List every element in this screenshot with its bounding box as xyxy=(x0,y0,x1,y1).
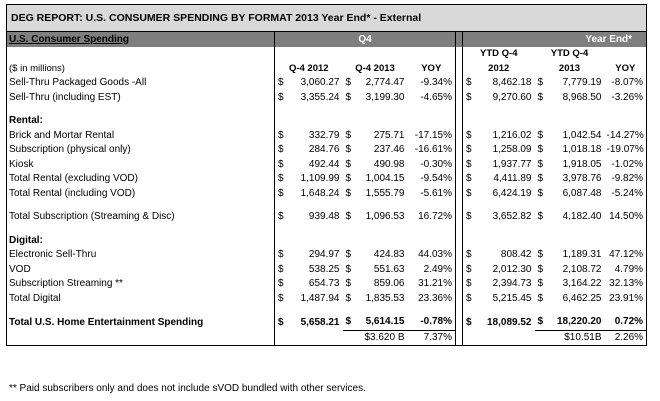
currency-symbol: $ xyxy=(345,211,352,223)
yoy-value: 23.36% xyxy=(408,292,456,307)
yoy-value: -9.34% xyxy=(408,76,456,91)
q4-2012-value xyxy=(275,158,343,173)
cell-value: 1,835.53 xyxy=(365,292,405,304)
yoy-value: 44.03% xyxy=(408,248,456,263)
cell-value: 1,096.53 xyxy=(365,211,405,223)
yoy-ytd-value: 23.91% xyxy=(605,292,647,307)
spacer-row xyxy=(7,105,647,114)
currency-symbol: $ xyxy=(466,278,472,290)
q4-2013-value xyxy=(343,248,408,263)
col-q4-2012: Q-4 2012 xyxy=(275,62,343,77)
cell-value: 1,937.77 xyxy=(492,158,532,170)
currency-symbol: $ xyxy=(537,249,544,261)
q4-2012-value xyxy=(275,187,343,202)
cell-value: 2,012.30 xyxy=(492,263,532,275)
currency-symbol: $ xyxy=(278,292,284,304)
cell-value: 6,087.48 xyxy=(562,187,602,199)
q4-2012-value xyxy=(275,315,343,330)
cell-value: 2,394.73 xyxy=(492,278,532,290)
currency-symbol: $ xyxy=(466,263,472,275)
currency-symbol: $ xyxy=(345,158,352,170)
currency-symbol: $ xyxy=(278,91,284,103)
q4-2012-value xyxy=(275,210,343,225)
section-header-row xyxy=(7,114,647,129)
table-row xyxy=(7,158,647,173)
cell-value: 7,779.19 xyxy=(562,77,602,89)
currency-symbol: $ xyxy=(466,129,472,141)
ytd-2013-value xyxy=(535,210,605,225)
cell-value: 4,411.89 xyxy=(493,173,532,185)
cell-value: 654.73 xyxy=(308,278,340,290)
ytd-2013-value xyxy=(535,292,605,307)
cell-value: 538.25 xyxy=(308,263,340,275)
row-label: Total Subscription (Streaming & Disc) xyxy=(9,211,175,223)
yoy-value: -17.15% xyxy=(408,129,456,144)
table-row xyxy=(7,277,647,292)
row-label: Electronic Sell-Thru xyxy=(9,249,97,261)
cell-value: 1,189.31 xyxy=(562,249,602,261)
row-label: Total Rental (including VOD) xyxy=(9,187,136,199)
ytd-2012-value xyxy=(463,76,535,91)
q4-2012-value xyxy=(275,248,343,263)
cell-value: 1,918.05 xyxy=(562,158,602,170)
q4-2013-value xyxy=(343,76,408,91)
currency-symbol: $ xyxy=(345,263,352,275)
row-label: Total Rental (excluding VOD) xyxy=(9,173,138,185)
currency-symbol: $ xyxy=(278,211,284,223)
currency-symbol: $ xyxy=(345,129,352,141)
cell-value: 284.76 xyxy=(308,144,340,156)
cell-value: 1,648.24 xyxy=(300,187,340,199)
currency-symbol: $ xyxy=(278,249,284,261)
yoy-value: -9.54% xyxy=(408,172,456,187)
currency-symbol: $ xyxy=(537,158,544,170)
row-label: Sell-Thru Packaged Goods -All xyxy=(9,77,147,89)
cell-value: 424.83 xyxy=(373,249,405,261)
q4-2012-value xyxy=(275,172,343,187)
cell-value: 6,424.19 xyxy=(492,187,532,199)
row-label: Sell-Thru (including EST) xyxy=(9,91,121,103)
currency-symbol: $ xyxy=(466,144,472,156)
ytd-2012-value xyxy=(463,292,535,307)
ytd-2012-value xyxy=(463,248,535,263)
ytd-2013-value xyxy=(535,187,605,202)
yoy-value: -5.61% xyxy=(408,187,456,202)
cell-value: 2,108.72 xyxy=(562,263,602,275)
col-ytd-2012-top: YTD Q-4 xyxy=(463,47,535,62)
cell-value: 332.79 xyxy=(308,129,340,141)
currency-symbol: $ xyxy=(537,144,544,156)
cell-value: 1,487.94 xyxy=(300,292,340,304)
currency-symbol: $ xyxy=(345,77,352,89)
yoy-ytd-value: -19.07% xyxy=(605,143,647,158)
cell-value: 5,614.15 xyxy=(365,316,405,328)
ytd-2012-value xyxy=(463,277,535,292)
cell-value: 3,164.22 xyxy=(562,278,602,290)
spacer-row xyxy=(7,201,647,210)
cell-value: 551.63 xyxy=(373,263,405,275)
ytd-2013-value xyxy=(535,143,605,158)
cell-value: 18,089.52 xyxy=(487,316,532,328)
yoy-ytd-value: -8.07% xyxy=(605,76,647,91)
row-label: Brick and Mortar Rental xyxy=(9,129,115,141)
cell-value: 8,462.18 xyxy=(492,77,532,89)
cell-value: 1,216.02 xyxy=(492,129,532,141)
currency-symbol: $ xyxy=(278,77,284,89)
section-label: U.S. Consumer Spending xyxy=(7,32,275,48)
yoy-ytd-value: 0.72% xyxy=(605,315,647,330)
column-divider xyxy=(456,32,463,48)
table-row xyxy=(7,292,647,307)
q4-2012-value xyxy=(275,143,343,158)
row-label: Rental: xyxy=(9,115,43,127)
cell-value: 1,555.79 xyxy=(365,187,405,199)
cell-value: 1,258.09 xyxy=(492,144,532,156)
yoy-ytd-value: 4.79% xyxy=(605,263,647,278)
currency-symbol: $ xyxy=(278,173,284,185)
q4-2012-value xyxy=(275,263,343,278)
currency-symbol: $ xyxy=(466,249,472,261)
yoy-ytd-value: 32.13% xyxy=(605,277,647,292)
q4-2013-value xyxy=(343,91,408,106)
currency-symbol: $ xyxy=(537,211,544,223)
currency-symbol: $ xyxy=(466,316,472,328)
ytd-2013-value xyxy=(535,263,605,278)
yoy-ytd-value: -14.27% xyxy=(605,129,647,144)
ytd-2013-value xyxy=(535,158,605,173)
q4-2013-value xyxy=(343,315,408,330)
currency-symbol: $ xyxy=(278,158,284,170)
col-yoy-ytd: YOY xyxy=(605,62,647,77)
table-row xyxy=(7,248,647,263)
currency-symbol: $ xyxy=(345,292,352,304)
currency-symbol: $ xyxy=(466,77,472,89)
col-ytd-2012-year: 2012 xyxy=(463,62,535,77)
cell-value: 1,042.54 xyxy=(562,129,602,141)
totals-billions-row xyxy=(7,330,647,346)
yoy-ytd-value: -3.26% xyxy=(605,91,647,106)
yoy-value: 16.72% xyxy=(408,210,456,225)
currency-symbol: $ xyxy=(345,187,352,199)
cell-value: 939.48 xyxy=(308,211,340,223)
currency-symbol: $ xyxy=(537,316,544,328)
q4-2013-value xyxy=(343,129,408,144)
cell-value: 6,462.25 xyxy=(562,292,602,304)
q4-2013-value xyxy=(343,263,408,278)
table-row xyxy=(7,263,647,278)
footnote: ** Paid subscribers only and does not include sVOD bundled with other services. xyxy=(9,383,366,394)
cell-value: 18,220.20 xyxy=(557,316,602,328)
currency-symbol: $ xyxy=(466,187,472,199)
currency-symbol: $ xyxy=(345,316,352,328)
col-ytd-2013-year: 2013 xyxy=(558,62,581,74)
currency-symbol: $ xyxy=(345,278,352,290)
yoy-value: -16.61% xyxy=(408,143,456,158)
q4-2012-value xyxy=(275,277,343,292)
q4-2012-value xyxy=(275,129,343,144)
row-label: VOD xyxy=(9,263,31,275)
ytd-2012-value xyxy=(463,158,535,173)
cell-value: 859.06 xyxy=(373,278,405,290)
currency-symbol: $ xyxy=(537,91,544,103)
currency-symbol: $ xyxy=(278,129,284,141)
currency-symbol: $ xyxy=(278,316,284,328)
q4-2012-value xyxy=(275,292,343,307)
report-table-container xyxy=(6,4,646,346)
q4-2013-value xyxy=(343,210,408,225)
q4-2013-value xyxy=(343,172,408,187)
yoy-value: -0.78% xyxy=(408,315,456,330)
yoy-billions: 7.37% xyxy=(408,330,456,346)
currency-symbol: $ xyxy=(466,91,472,103)
ytd-2013-value xyxy=(535,172,605,187)
cell-value: 5,658.21 xyxy=(300,316,340,328)
cell-value: 5,215.45 xyxy=(492,292,532,304)
cell-value: 1,004.15 xyxy=(365,173,405,185)
yoy-ytd-value: 47.12% xyxy=(605,248,647,263)
cell-value: 808.42 xyxy=(500,249,532,261)
table-row xyxy=(7,76,647,91)
yoy-value: -0.30% xyxy=(408,158,456,173)
spacer-row xyxy=(7,306,647,315)
currency-symbol: $ xyxy=(537,77,544,89)
ytd-2012-value xyxy=(463,187,535,202)
cell-value: 4,182.40 xyxy=(562,211,602,223)
units-label: ($ in millions) xyxy=(9,62,65,74)
currency-symbol: $ xyxy=(345,249,352,261)
ytd-2013-value xyxy=(535,76,605,91)
currency-symbol: $ xyxy=(345,173,352,185)
currency-symbol: $ xyxy=(466,158,472,170)
currency-symbol: $ xyxy=(278,263,284,275)
report-title: DEG REPORT: U.S. CONSUMER SPENDING BY FORMAT 2013 Year End* - External xyxy=(7,5,647,32)
row-label: Kiosk xyxy=(9,158,34,170)
ytd-2012-value xyxy=(463,315,535,330)
currency-symbol: $ xyxy=(345,144,352,156)
ytd-2012-value xyxy=(463,263,535,278)
q4-2013-value xyxy=(343,158,408,173)
ytd-2012-value xyxy=(463,210,535,225)
cell-value: 1,018.18 xyxy=(562,144,602,156)
cell-value: 1,109.99 xyxy=(300,173,340,185)
ytd-2013-value xyxy=(535,315,605,330)
ytd-2012-value xyxy=(463,129,535,144)
currency-symbol: $ xyxy=(537,187,544,199)
ytd-2012-value xyxy=(463,91,535,106)
row-label: Total U.S. Home Entertainment Spending xyxy=(9,316,204,328)
ytd-2013-value xyxy=(535,91,605,106)
cell-value: 3,060.27 xyxy=(300,77,340,89)
yoy-ytd-value: -5.24% xyxy=(605,187,647,202)
section-header-row xyxy=(7,234,647,249)
cell-value: 9,270.60 xyxy=(492,91,532,103)
yoy-value: 31.21% xyxy=(408,277,456,292)
col-q4-2013: Q-4 2013 xyxy=(355,62,395,74)
q4-2013-value xyxy=(343,187,408,202)
period-year-end: Year End* xyxy=(463,32,647,48)
q4-2013-value xyxy=(343,143,408,158)
q4-2012-value xyxy=(275,76,343,91)
spending-table xyxy=(6,4,647,346)
cell-value: 3,355.24 xyxy=(300,91,340,103)
table-row xyxy=(7,91,647,106)
table-row xyxy=(7,172,647,187)
currency-symbol: $ xyxy=(278,278,284,290)
table-row xyxy=(7,187,647,202)
yoy-ytd-value: -1.02% xyxy=(605,158,647,173)
cell-value: 492.44 xyxy=(308,158,340,170)
q4-2013-billions: $3.620 B xyxy=(343,330,408,346)
cell-value: 294.97 xyxy=(308,249,340,261)
yoy-ytd-value: -9.82% xyxy=(605,172,647,187)
currency-symbol: $ xyxy=(537,278,544,290)
currency-symbol: $ xyxy=(345,91,352,103)
q4-2013-value xyxy=(343,277,408,292)
currency-symbol: $ xyxy=(537,292,544,304)
currency-symbol: $ xyxy=(278,187,284,199)
yoy-ytd-billions: 2.26% xyxy=(605,330,647,346)
table-row xyxy=(7,210,647,225)
period-q4: Q4 xyxy=(275,32,456,48)
ytd-2013-value xyxy=(535,277,605,292)
cell-value: 237.46 xyxy=(373,144,405,156)
table-row xyxy=(7,129,647,144)
currency-symbol: $ xyxy=(537,173,544,185)
currency-symbol: $ xyxy=(466,292,472,304)
table-row xyxy=(7,315,647,330)
spacer-row xyxy=(7,225,647,234)
table-row xyxy=(7,143,647,158)
row-label: Total Digital xyxy=(9,292,61,304)
q4-2012-value xyxy=(275,91,343,106)
currency-symbol: $ xyxy=(466,211,472,223)
yoy-value: 2.49% xyxy=(408,263,456,278)
col-yoy: YOY xyxy=(408,62,456,77)
ytd-2013-value xyxy=(535,129,605,144)
ytd-2012-value xyxy=(463,143,535,158)
cell-value: 275.71 xyxy=(373,129,405,141)
currency-symbol: $ xyxy=(466,173,472,185)
ytd-2013-billions: $10.51B xyxy=(535,330,605,346)
row-label: Subscription (physical only) xyxy=(9,144,131,156)
yoy-ytd-value: 14.50% xyxy=(605,210,647,225)
cell-value: 2,774.47 xyxy=(365,77,405,89)
ytd-2013-value xyxy=(535,248,605,263)
cell-value: 3,652.82 xyxy=(492,211,532,223)
row-label: Subscription Streaming ** xyxy=(9,278,123,290)
yoy-value: -4.65% xyxy=(408,91,456,106)
currency-symbol: $ xyxy=(278,144,284,156)
col-ytd-2013-top: YTD Q-4 xyxy=(550,48,589,60)
row-label: Digital: xyxy=(9,234,43,246)
currency-symbol: $ xyxy=(537,263,544,275)
q4-2013-value xyxy=(343,292,408,307)
cell-value: 490.98 xyxy=(373,158,405,170)
cell-value: 3,199.30 xyxy=(365,91,405,103)
currency-symbol: $ xyxy=(537,129,544,141)
cell-value: 8,968.50 xyxy=(562,91,602,103)
cell-value: 3,978.76 xyxy=(562,173,602,185)
ytd-2012-value xyxy=(463,172,535,187)
